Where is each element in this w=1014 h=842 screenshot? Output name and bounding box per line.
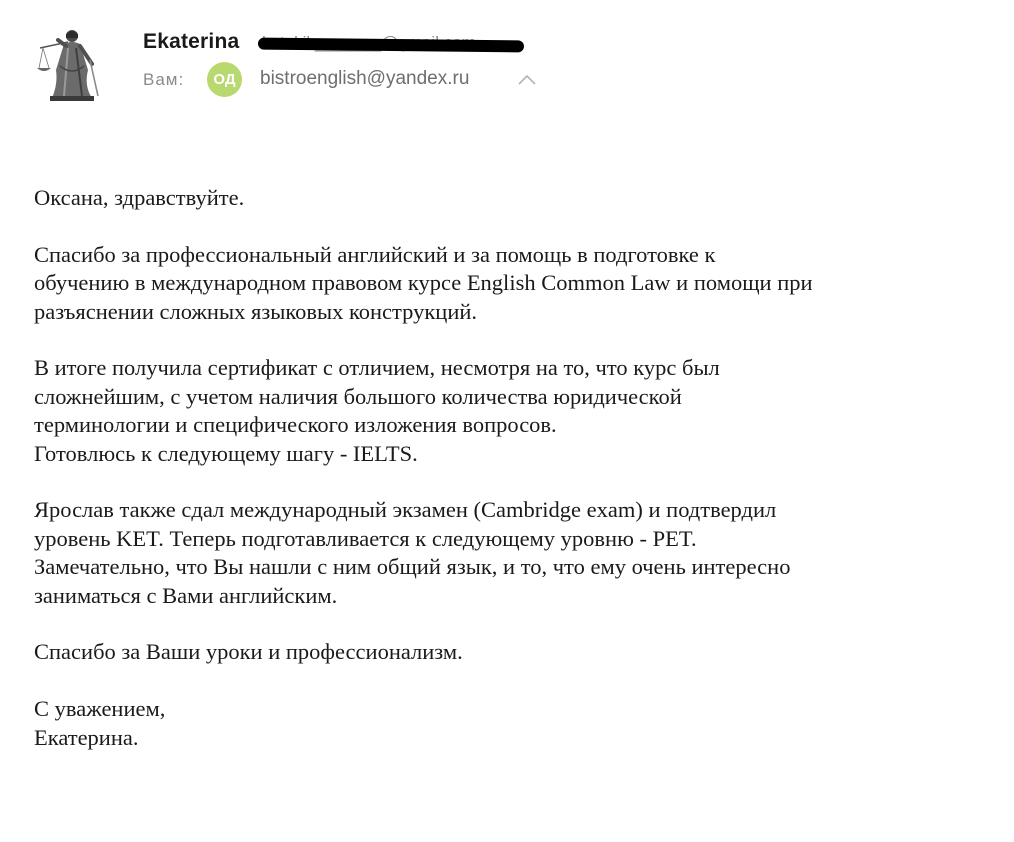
paragraph-line: разъяснении сложных языковых конструкций.: [34, 298, 478, 324]
sender-name[interactable]: Ekaterina: [143, 30, 240, 53]
greeting-line: Оксана, здравствуйте.: [34, 185, 245, 210]
paragraph-line: Замечательно, что Вы нашли с ним общий язык, и то, что ему очень интересно: [34, 554, 791, 580]
paragraph-line: заниматься с Вами английским.: [34, 582, 338, 608]
paragraph-thanks: [34, 241, 994, 326]
paragraph-line: Готовлюсь к следующему шагу - IELTS.: [34, 440, 418, 466]
paragraph-line: Спасибо за Ваши уроки и профессионализм.: [34, 639, 463, 665]
paragraph-lessons: [34, 638, 994, 666]
message-body: [34, 184, 994, 780]
closing: С уважением,: [34, 696, 166, 722]
chevron-up-icon[interactable]: [514, 70, 540, 90]
paragraph-yaroslav: [34, 496, 994, 610]
lady-justice-statue-icon[interactable]: [34, 26, 104, 102]
paragraph-line: В итоге получила сертификат с отличием, несмотря на то, что курс был: [34, 355, 720, 381]
greeting: [34, 184, 994, 212]
paragraph-line: Ярослав также сдал международный экзамен (Cambridge exam) и подтвердил: [34, 497, 777, 523]
paragraph-line: уровень KET. Теперь подготавливается к следующему уровню - PET.: [34, 525, 697, 551]
recipient-email[interactable]: bistroenglish@yandex.ru: [260, 68, 470, 89]
paragraph-certificate: [34, 354, 994, 468]
paragraph-line: обучению в международном правовом курсе English Common Law и помощи при: [34, 270, 813, 296]
paragraph-line: терминологии и специфического изложения вопросов.: [34, 412, 557, 438]
recipient-avatar[interactable]: ОД: [207, 62, 242, 97]
message-header: [0, 0, 1014, 120]
to-label: Вам:: [143, 70, 185, 89]
signature: Екатерина.: [34, 724, 139, 750]
signature-block: [34, 695, 994, 752]
paragraph-line: сложнейшим, с учетом наличия большого количества юридической: [34, 383, 682, 409]
paragraph-line: Спасибо за профессиональный английский и за помощь в подготовке к: [34, 241, 716, 267]
sender-email-container: [262, 33, 530, 55]
